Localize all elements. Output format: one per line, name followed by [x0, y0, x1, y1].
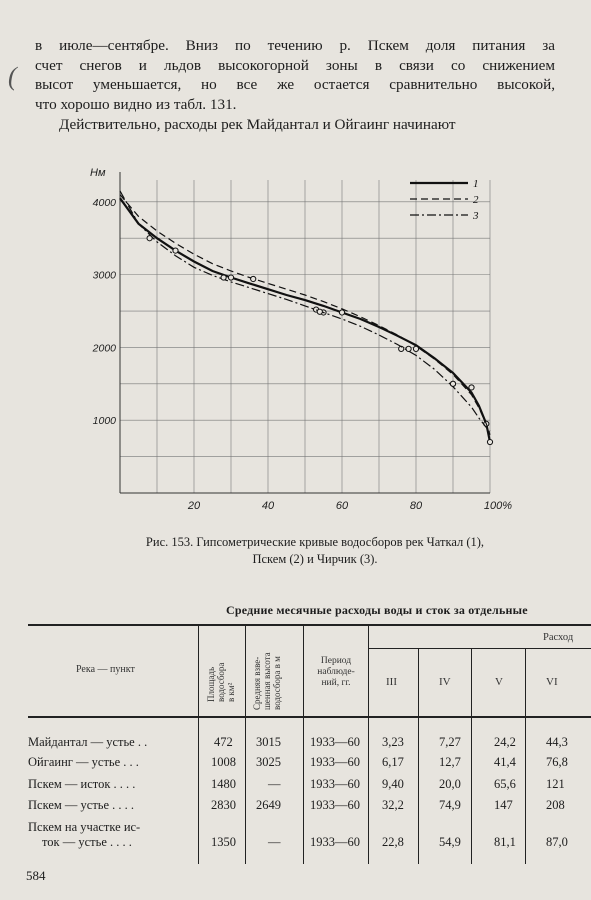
legend-label-2: 2 — [473, 194, 479, 206]
data-point-series-1 — [487, 439, 492, 444]
row-1-VI: 44,3 — [546, 735, 568, 749]
y-tick-label: 4000 — [92, 196, 116, 209]
header-height-line-3: водосбора в м — [272, 656, 282, 710]
header-river: Река — пункт — [76, 664, 135, 675]
table-vline — [525, 648, 526, 864]
x-tick-label: 20 — [187, 500, 201, 512]
legend-label-3: 3 — [473, 210, 479, 222]
x-tick-label: 60 — [335, 500, 349, 512]
row-3-IV: 20,0 — [439, 777, 461, 791]
table-vline — [471, 648, 472, 864]
figure-caption-line-1: Рис. 153. Гипсометрические кривые водосборов рек Чаткал (1), — [145, 535, 485, 549]
row-5-III: 22,8 — [382, 835, 404, 849]
paragraph-1-line-1: в июле—сентябре. Вниз по течению р. Пскем доля питания за — [35, 37, 555, 54]
row-5-IV: 54,9 — [439, 835, 461, 849]
data-point-series-1 — [339, 310, 344, 315]
row-2-area: 1008 — [211, 755, 236, 769]
paragraph-1-line-4: что хорошо видно из табл. 131. — [35, 95, 237, 113]
header-area — [206, 663, 236, 702]
row-2-period: 1933—60 — [310, 755, 360, 769]
y-axis-label: Нм — [90, 167, 106, 179]
table-vline — [418, 648, 419, 864]
y-tick-label: 1000 — [92, 415, 116, 428]
row-5-VI: 87,0 — [546, 835, 568, 849]
header-month-V: V — [495, 676, 503, 688]
data-point-series-1 — [173, 248, 178, 253]
row-1-height: 3015 — [256, 735, 281, 749]
table-top-rule — [28, 624, 591, 626]
data-point-series-2 — [469, 385, 474, 390]
header-period-line-3: ний, гг. — [321, 678, 351, 688]
page-number: 584 — [26, 868, 46, 883]
table-vline — [368, 624, 369, 864]
header-period-line-2: наблюде- — [317, 667, 355, 677]
row-2-IV: 12,7 — [439, 755, 461, 769]
data-point-series-1 — [228, 275, 233, 280]
row-5-river: Пскем на участке ис- — [28, 820, 141, 834]
data-point-series-2 — [251, 276, 256, 281]
row-1-area: 472 — [214, 735, 233, 749]
row-4-III: 32,2 — [382, 798, 404, 812]
paragraph-2-line-1: Действительно, расходы рек Майдантал и Ойгаинг начинают — [59, 116, 456, 133]
header-area-line-3: в км² — [226, 682, 236, 702]
data-point-series-3 — [147, 236, 152, 241]
table-title: Средние месячные расходы воды и сток за отдельные — [226, 603, 528, 617]
row-3-III: 9,40 — [382, 777, 404, 791]
row-2-V: 41,4 — [494, 755, 516, 769]
row-4-VI: 208 — [546, 798, 565, 812]
row-2-river: Ойгаинг — устье . . . — [28, 755, 139, 769]
header-month-IV: IV — [439, 676, 451, 688]
table-vline — [303, 624, 304, 864]
row-3-period: 1933—60 — [310, 777, 360, 791]
row-1-V: 24,2 — [494, 735, 516, 749]
header-height-line-2: шенная высота — [262, 652, 272, 710]
row-4-V: 147 — [494, 798, 513, 812]
x-tick-label: 40 — [261, 500, 275, 512]
row-4-area: 2830 — [211, 798, 236, 812]
row-5-V: 81,1 — [494, 835, 516, 849]
header-group-discharge: Расход — [543, 632, 574, 643]
data-point-series-3 — [450, 381, 455, 386]
data-point-series-1 — [413, 346, 418, 351]
header-height-line-1: Средняя взве- — [252, 656, 262, 710]
row-2-height: 3025 — [256, 755, 281, 769]
row-1-period: 1933—60 — [310, 735, 360, 749]
table-header-rule — [28, 716, 591, 718]
header-month-VI: VI — [546, 676, 558, 688]
header-height — [252, 652, 282, 710]
row-1-III: 3,23 — [382, 735, 404, 749]
row-4-period: 1933—60 — [310, 798, 360, 812]
header-area-line-1: Площадь — [206, 666, 216, 702]
row-4-river: Пскем — устье . . . . — [28, 798, 135, 812]
row-5-area: 1350 — [211, 835, 236, 849]
header-period — [306, 656, 366, 689]
data-point-series-3 — [317, 309, 322, 314]
data-point-series-3 — [221, 275, 226, 280]
data-point-series-2 — [406, 346, 411, 351]
table-vline — [245, 624, 246, 864]
row-5-height: — — [268, 835, 281, 849]
row-3-river: Пскем — исток . . . . — [28, 777, 136, 791]
row-1-river: Майдантал — устье . . — [28, 735, 148, 749]
figure-caption — [115, 534, 515, 568]
header-month-III: III — [386, 676, 397, 688]
paragraph-1-line-2: счет снегов и льдов высокогорной зоны в связи со снижением — [35, 56, 555, 74]
legend-label-1: 1 — [473, 178, 479, 190]
row-3-V: 65,6 — [494, 777, 516, 791]
row-3-VI: 121 — [546, 777, 565, 791]
row-3-height: — — [268, 777, 281, 791]
figure-caption-line-2: Пскем (2) и Чирчик (3). — [252, 552, 378, 566]
paragraph-2 — [35, 115, 555, 135]
row-1-IV: 7,27 — [439, 735, 461, 749]
y-tick-label: 2000 — [92, 342, 116, 355]
hypsometric-chart — [85, 155, 525, 525]
row-2-VI: 76,8 — [546, 755, 568, 769]
row-5-river-cont: ток — устье . . . . — [42, 835, 132, 849]
row-4-IV: 74,9 — [439, 798, 461, 812]
discharge-table — [28, 624, 591, 864]
paragraph-1 — [35, 36, 555, 114]
header-area-line-2: водосбора — [216, 662, 226, 702]
x-tick-label: 80 — [409, 500, 423, 512]
row-2-III: 6,17 — [382, 755, 404, 769]
y-tick-label: 3000 — [92, 269, 116, 282]
row-5-period: 1933—60 — [310, 835, 360, 849]
margin-pencil-mark: ( — [8, 62, 17, 91]
row-3-area: 1480 — [211, 777, 236, 791]
x-tick-label: 100% — [483, 500, 513, 512]
row-4-height: 2649 — [256, 798, 281, 812]
table-group-rule — [368, 648, 591, 649]
table-vline — [198, 624, 199, 864]
header-period-line-1: Период — [320, 656, 352, 666]
paragraph-1-line-3: высот уменьшается, но все же остается сравнительно высокой, — [35, 76, 555, 93]
